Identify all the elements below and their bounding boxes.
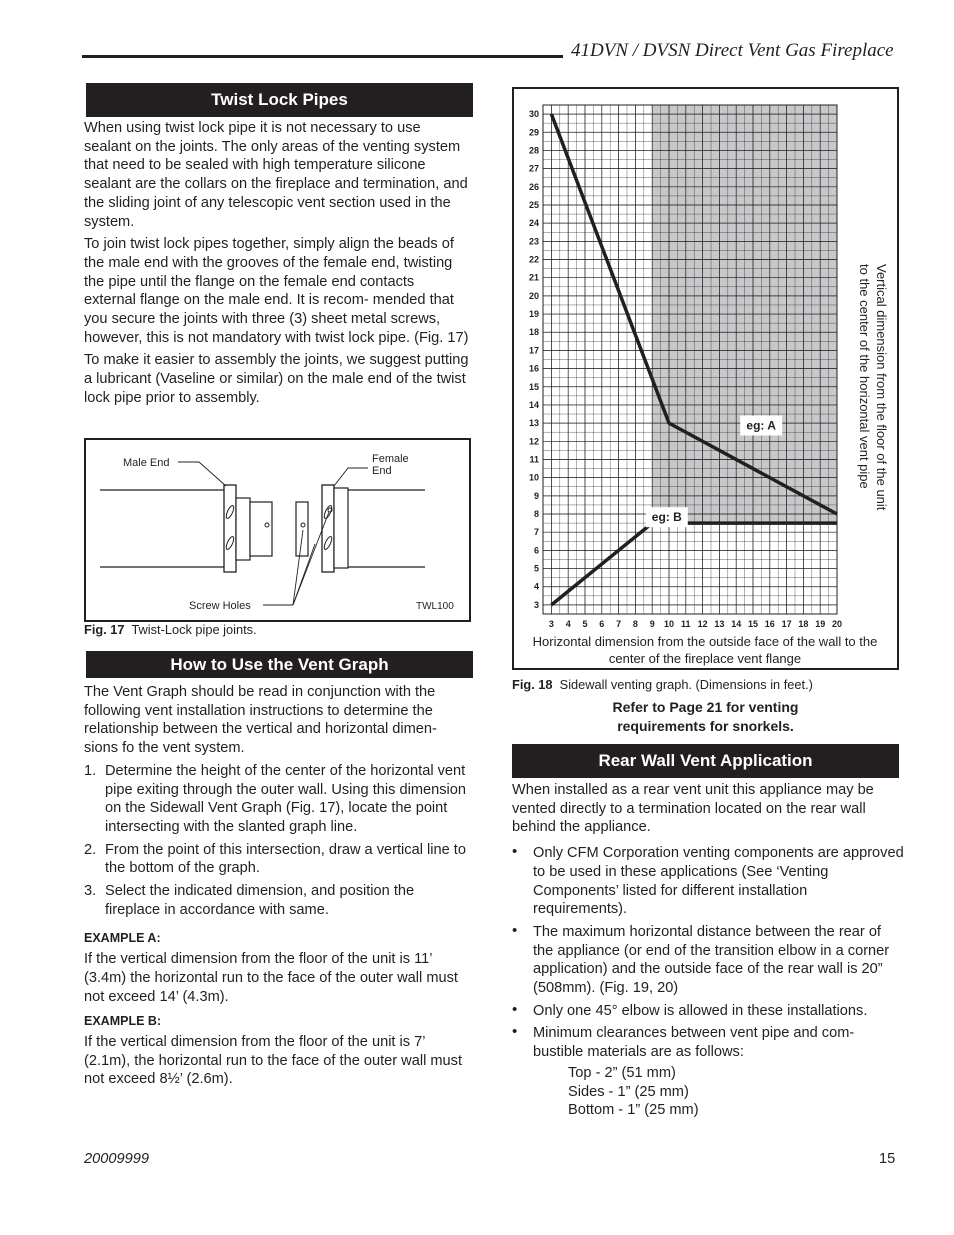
- x-tick-label: 12: [697, 619, 708, 629]
- y-tick-label: 11: [529, 454, 539, 465]
- y-tick-label: 20: [528, 290, 539, 301]
- vent-graph-heading: How to Use the Vent Graph: [86, 651, 473, 678]
- y-tick-label: 3: [533, 599, 539, 610]
- x-tick-label: 5: [582, 619, 588, 629]
- clearance-bottom: Bottom - 1” (25 mm): [568, 1102, 699, 1119]
- y-axis-label: Vertical dimension from the floor of the unit: [874, 264, 889, 511]
- vent-graph-body: [84, 683, 469, 1093]
- example-b-label: EXAMPLE B:: [84, 1014, 162, 1029]
- vent-graph-steps: [84, 762, 469, 920]
- fig17-caption-number: Fig. 17: [84, 622, 125, 637]
- twist-lock-heading: Twist Lock Pipes: [86, 83, 473, 117]
- rear-wall-bullets: [512, 844, 904, 1062]
- snorkel-note-line-2: requirements for snorkels.: [617, 718, 794, 734]
- twist-lock-paragraph-1: When using twist lock pipe it is not necessary to use sealant on the joints. The only areas of the venting system that need to be sealed with high temperature silicone sealant are the collars on the fireplace and termination, and the sliding joint of any telescopic vent section used in the system.: [84, 120, 468, 230]
- snorkel-note: [512, 698, 899, 736]
- vent-graph-frame: [512, 87, 899, 670]
- header-rule: [82, 55, 563, 58]
- step-item: 2. From the point of this intersection, draw a vertical line to the bottom of the graph.: [84, 841, 466, 877]
- female-end-label-2: End: [372, 465, 392, 477]
- rear-wall-intro: When installed as a rear vent unit this appliance may be vented directly to a termination located on the rear wall behind the appliance.: [512, 782, 874, 836]
- x-tick-label: 4: [565, 619, 571, 629]
- page-number: 15: [879, 1151, 896, 1167]
- twist-lock-paragraph-2: To join twist lock pipes together, simply align the beads of the male end with the grooves of the female end, twisting the pipe until the flange on the female end contacts external flange on the male end. It is recom- mended that you secure the joints with three (3) sheet metal screws, however, this is not mandatory with twist lock pipe. (Fig. 17): [84, 236, 469, 346]
- fig18-caption-text: Sidewall venting graph. (Dimensions in feet.): [559, 677, 813, 692]
- female-end-label-1: Female: [372, 453, 409, 465]
- twist-lock-pipe-diagram: [86, 440, 469, 620]
- y-tick-label: 18: [528, 327, 539, 338]
- page-header-title: 41DVN / DVSN Direct Vent Gas Fireplace: [571, 40, 894, 61]
- clearance-sides: Sides - 1” (25 mm): [568, 1083, 689, 1100]
- x-tick-label: 9: [649, 619, 655, 629]
- clearance-list: [512, 1064, 904, 1120]
- x-tick-label: 6: [599, 619, 605, 629]
- clearance-top: Top - 2” (51 mm): [568, 1064, 676, 1081]
- x-tick-label: 16: [764, 619, 775, 629]
- y-tick-label: 9: [533, 490, 539, 501]
- y-tick-label: 13: [528, 418, 539, 429]
- bullet-item: • Only CFM Corporation venting components are approved to be used in these applications (See ‘Venting Components’ listed for different installation requirements).: [512, 843, 904, 918]
- y-tick-label: 6: [533, 545, 539, 556]
- fig17-caption: [84, 622, 257, 637]
- y-tick-label: 22: [528, 254, 539, 265]
- step-item: 3. Select the indicated dimension, and position the fireplace in accordance with same.: [84, 883, 415, 918]
- y-tick-label: 30: [528, 109, 539, 120]
- y-tick-label: 26: [528, 181, 539, 192]
- screw-holes-label: Screw Holes: [189, 600, 251, 612]
- y-tick-label: 16: [528, 363, 539, 374]
- x-tick-label: 10: [663, 619, 675, 629]
- x-tick-label: 17: [781, 619, 792, 629]
- y-tick-label: 12: [528, 436, 539, 447]
- example-a-text: If the vertical dimension from the floor of the unit is 11’ (3.4m) the horizontal run to the face of the outer wall must not exceed 14’ (4.3m).: [84, 951, 458, 1005]
- y-tick-label: 23: [528, 236, 539, 247]
- y-tick-label: 10: [528, 472, 539, 483]
- bullet-item: • Only one 45° elbow is allowed in these installations.: [512, 1000, 868, 1019]
- male-end-label: Male End: [123, 457, 170, 469]
- example-b-text: If the vertical dimension from the floor of the unit is 7’ (2.1m), the horizontal run to the face of the outer wall must not exceed 8½’ (2.6m).: [84, 1033, 463, 1088]
- bullet-item: • The maximum horizontal distance between the rear of the appliance (or end of the transition elbow in a corner application) and the outside face of the rear wall is 20” (508mm). (Fig. 19, 20): [512, 921, 890, 997]
- x-tick-label: 20: [831, 619, 843, 629]
- x-tick-label: 11: [681, 619, 691, 629]
- figure-code-label: TWL100: [416, 601, 454, 612]
- x-tick-label: 14: [731, 619, 742, 629]
- y-tick-label: 27: [528, 163, 539, 174]
- fig17-frame: [84, 438, 471, 622]
- annotation-label: eg: B: [651, 510, 682, 525]
- fig18-caption: [512, 677, 813, 692]
- y-tick-label: 15: [528, 381, 539, 392]
- y-axis-label: to the center of the horizontal vent pipe: [857, 264, 872, 489]
- twist-lock-paragraph-3: To make it easier to assembly the joints, we suggest putting a lubricant (Vaseline or similar) on the male end of the twist lock pipe prior to assembly.: [84, 352, 469, 406]
- annotation-label: eg: A: [746, 418, 776, 433]
- y-tick-label: 29: [528, 127, 539, 138]
- y-tick-label: 17: [528, 345, 539, 356]
- x-axis-label: Horizontal dimension from the outside face of the wall to the: [532, 634, 878, 649]
- y-tick-label: 24: [528, 218, 539, 229]
- x-axis-label: center of the fireplace vent flange: [608, 651, 802, 666]
- step-item: 1. Determine the height of the center of the horizontal vent pipe exiting through the outer wall. Using this dimension on the Sidewall Vent Graph (Fig. 17), locate the point intersecting with the slanted graph line.: [84, 762, 466, 835]
- y-tick-label: 4: [533, 581, 539, 592]
- rear-wall-body: [512, 781, 904, 1120]
- x-tick-label: 15: [747, 619, 759, 629]
- x-tick-label: 7: [616, 619, 622, 629]
- y-tick-label: 5: [533, 563, 539, 574]
- y-tick-label: 19: [528, 309, 539, 320]
- vent-graph-intro: The Vent Graph should be read in conjunction with the following vent installation instructions to determine the relationship between the vertical and horizontal dimen- sions fo the vent system.: [84, 684, 437, 757]
- fig18-caption-number: Fig. 18: [512, 677, 553, 692]
- y-tick-label: 8: [533, 509, 539, 520]
- y-tick-label: 7: [533, 527, 539, 538]
- sidewall-vent-graph: [514, 89, 897, 668]
- y-tick-label: 28: [528, 145, 539, 156]
- snorkel-note-line-1: Refer to Page 21 for venting: [612, 699, 799, 715]
- x-tick-label: 3: [548, 619, 554, 629]
- example-a-label: EXAMPLE A:: [84, 931, 161, 946]
- y-tick-label: 14: [528, 399, 539, 410]
- rear-wall-heading: Rear Wall Vent Application: [512, 744, 899, 778]
- y-tick-label: 25: [528, 199, 539, 210]
- x-tick-label: 18: [798, 619, 809, 629]
- fig17-caption-text: Twist-Lock pipe joints.: [131, 622, 257, 637]
- document-number: 20009999: [84, 1151, 149, 1167]
- x-tick-label: 19: [815, 619, 826, 629]
- twist-lock-body: [84, 119, 469, 412]
- x-tick-label: 8: [632, 619, 638, 629]
- x-tick-label: 13: [714, 619, 725, 629]
- y-tick-label: 21: [528, 272, 539, 283]
- bullet-item: • Minimum clearances between vent pipe and com- bustible materials are as follows:: [512, 1023, 855, 1061]
